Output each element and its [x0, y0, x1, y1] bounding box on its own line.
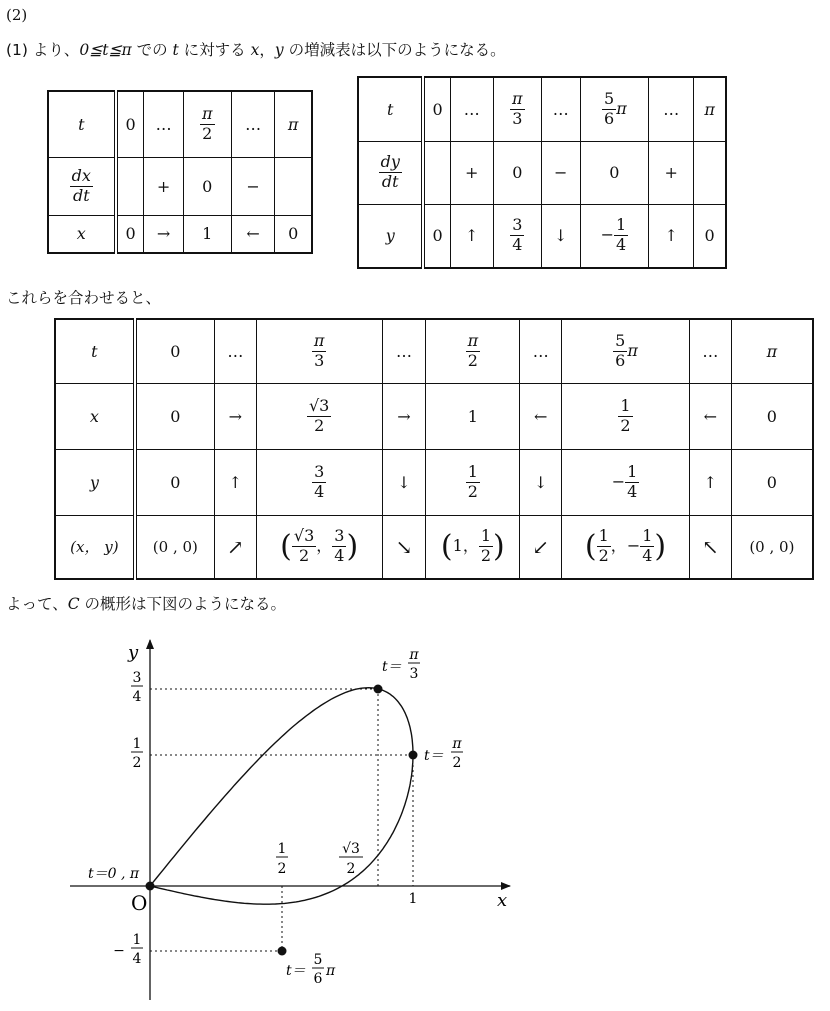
table-row: [55, 449, 813, 515]
table-cell: ↑: [689, 449, 731, 515]
table-cell: (0 , 0): [135, 515, 215, 579]
frac-den: 4: [334, 546, 345, 566]
table-cell: 0: [731, 449, 813, 515]
table-cell: [256, 383, 382, 449]
table-row: [48, 91, 312, 157]
point-label: t＝: [424, 748, 444, 764]
table-cell: −: [231, 157, 275, 215]
table-cell: …: [520, 319, 562, 383]
frac-den: 2: [314, 415, 325, 435]
table-x-variation: [47, 90, 313, 254]
point-t-pi-3: [374, 685, 383, 694]
table-cell: …: [541, 77, 580, 141]
frac-num: 3: [512, 215, 523, 235]
table-row: [48, 157, 312, 215]
frac-den: 4: [314, 481, 325, 501]
table-header-point: (x， y): [55, 515, 135, 579]
frac-num: 1: [598, 526, 609, 546]
point-label: 3: [409, 666, 419, 682]
table-cell: [426, 449, 520, 515]
tick-label: 4: [132, 951, 142, 967]
comma: ，: [610, 536, 627, 556]
tick-label: √3: [342, 841, 360, 857]
table-row: [55, 319, 813, 383]
arrow-northwest-icon: ↖: [689, 515, 731, 579]
point-label: t＝: [286, 963, 306, 979]
table-cell: →: [382, 383, 426, 449]
guide-lines: [150, 689, 413, 951]
intro-y: y: [274, 41, 284, 59]
point-label: t＝: [382, 659, 402, 675]
frac-num: dx: [71, 165, 91, 185]
table-cell: [426, 515, 520, 579]
table-header-x: x: [55, 383, 135, 449]
frac-num: 1: [627, 461, 638, 481]
table-cell: →: [214, 383, 256, 449]
frac-num: 1: [642, 526, 653, 546]
table-cell: 1: [183, 215, 231, 253]
table-cell: ←: [231, 215, 275, 253]
frac-den: dt: [381, 172, 399, 191]
table-header-t: t: [55, 319, 135, 383]
table-row: [55, 383, 813, 449]
y-tick-labels: [113, 670, 143, 967]
table-cell: [256, 319, 382, 383]
frac-suffix: π: [616, 98, 627, 118]
table-cell: …: [382, 319, 426, 383]
table-cell: [116, 157, 144, 215]
table-cell: →: [144, 215, 183, 253]
point-t-pi-2: [409, 751, 418, 760]
origin-label: O: [131, 891, 148, 915]
intro-mid1: での: [131, 41, 173, 59]
table-cell: π: [731, 319, 813, 383]
comma: ，: [316, 536, 333, 556]
point-label: π: [409, 647, 419, 663]
tick-label: 1: [132, 736, 142, 752]
table-cell: ↓: [520, 449, 562, 515]
tick-label: 2: [277, 861, 287, 877]
table-cell: [275, 157, 312, 215]
frac-den: 2: [467, 350, 478, 370]
frac-den: 2: [202, 123, 213, 143]
table-cell: [493, 77, 541, 141]
tick-label: 1: [408, 891, 418, 907]
intro-mid2: に対する: [178, 41, 251, 59]
frac-num: π: [512, 88, 523, 108]
table-header-y: y: [55, 449, 135, 515]
frac-num: π: [201, 103, 213, 123]
point-label: t＝0 , π: [88, 866, 140, 882]
tick-label: 1: [132, 932, 142, 948]
table-y-variation: [357, 76, 727, 269]
table-row: [358, 204, 726, 268]
table-cell: 0: [183, 157, 231, 215]
frac-sign: −: [626, 536, 641, 556]
frac-num: 5: [604, 88, 615, 108]
point-label: 2: [452, 755, 462, 771]
intro-suffix: の増減表は以下のようになる。: [283, 41, 506, 59]
frac-den: 3: [512, 108, 523, 128]
tick-label: 2: [132, 755, 142, 771]
intro-range: 0≦t≦π: [79, 41, 132, 59]
point-label: 5: [313, 952, 323, 968]
table-cell: [493, 204, 541, 268]
table-cell: [183, 91, 231, 157]
table-cell: 0: [135, 319, 215, 383]
table-cell: 1: [426, 383, 520, 449]
table-cell: ←: [520, 383, 562, 449]
point-label: 6: [313, 971, 323, 987]
point-label: π: [452, 736, 462, 752]
table-cell: ↓: [541, 204, 580, 268]
frac-den: 2: [480, 546, 492, 566]
tick-label: 4: [132, 689, 142, 705]
table-cell: [562, 515, 690, 579]
table-cell: [426, 319, 520, 383]
table-x-header-deriv: [48, 157, 116, 215]
table-cell: ↓: [382, 449, 426, 515]
table-cell: [423, 141, 450, 204]
frac-den: 2: [598, 546, 609, 566]
point-origin: [146, 882, 155, 891]
tick-label: −: [113, 943, 125, 959]
frac-num: √3: [308, 395, 330, 415]
table-cell: 0: [116, 215, 144, 253]
table-cell: ↑: [649, 204, 694, 268]
table-cell: 0: [423, 77, 450, 141]
table-cell: ←: [689, 383, 731, 449]
table-y-header-y: y: [358, 204, 423, 268]
point-label: π: [326, 963, 336, 979]
table-cell: 0: [135, 449, 215, 515]
frac-den: 2: [467, 481, 478, 501]
table-cell: 0: [423, 204, 450, 268]
curve-graph: [0, 630, 540, 1011]
table-cell: ↑: [450, 204, 493, 268]
table-x-header-x: x: [48, 215, 116, 253]
table-cell: +: [649, 141, 694, 204]
conclusion-prefix: よって、: [6, 595, 68, 613]
table-cell: …: [214, 319, 256, 383]
paren-open: (: [440, 529, 453, 565]
tick-label: 2: [346, 861, 356, 877]
frac-sign: −: [600, 225, 614, 245]
frac-den: dt: [72, 185, 90, 205]
x-axis-label: x: [497, 890, 508, 911]
table-cell: 0: [135, 383, 215, 449]
paren-open: (: [584, 529, 597, 565]
table-cell: …: [649, 77, 694, 141]
table-cell: +: [450, 141, 493, 204]
table-x-header-t: t: [48, 91, 116, 157]
paren-close: ): [654, 529, 667, 565]
arrow-southwest-icon: ↙: [520, 515, 562, 579]
table-cell: [256, 449, 382, 515]
frac-num: π: [313, 330, 325, 350]
table-cell: [580, 77, 649, 141]
arrow-southeast-icon: ↘: [382, 515, 426, 579]
table-cell: π: [694, 77, 726, 141]
frac-suffix: π: [627, 340, 638, 360]
table-cell: …: [144, 91, 183, 157]
table-row: [358, 141, 726, 204]
arrow-northeast-icon: ↗: [214, 515, 256, 579]
point-labels: [88, 647, 463, 987]
table-combined-variation: [54, 318, 814, 580]
tick-label: 1: [277, 841, 287, 857]
intro-text: [6, 38, 506, 60]
table-cell: …: [231, 91, 275, 157]
frac-num: 3: [334, 526, 345, 546]
table-cell: −: [541, 141, 580, 204]
frac-num: 1: [620, 395, 631, 415]
table-cell: [580, 204, 649, 268]
table-cell: +: [144, 157, 183, 215]
frac-num: dy: [380, 152, 400, 172]
frac-num: √3: [293, 526, 315, 546]
paren-open: (: [280, 529, 292, 565]
combine-text: これらを合わせると、: [6, 289, 162, 307]
conclusion-c: C: [67, 595, 80, 613]
frac-num: 3: [314, 461, 325, 481]
frac-den: 4: [642, 546, 653, 566]
paren-close: ): [346, 529, 359, 565]
table-row: [48, 215, 312, 253]
conclusion-text: [6, 592, 286, 614]
table-row: [55, 515, 813, 579]
frac-sign: −: [611, 471, 626, 491]
intro-prefix: (1) より、: [6, 41, 80, 59]
intro-sep: ，: [259, 41, 275, 59]
table-cell: π: [275, 91, 312, 157]
frac-den: 4: [512, 235, 523, 255]
table-y-header-t: t: [358, 77, 423, 141]
table-cell: [562, 383, 690, 449]
conclusion-suffix: の概形は下図のようになる。: [79, 595, 287, 613]
table-cell: [562, 449, 690, 515]
table-cell: [694, 141, 726, 204]
comma: ，: [462, 536, 479, 556]
part-label: (2): [6, 6, 28, 24]
table-cell: ↑: [214, 449, 256, 515]
frac-den: 2: [620, 415, 631, 435]
frac-num: 1: [615, 215, 627, 235]
table-cell: 0: [694, 204, 726, 268]
frac-den: 3: [314, 350, 325, 370]
frac-den: 4: [627, 481, 638, 501]
frac-num: 1: [480, 526, 492, 546]
table-cell: …: [689, 319, 731, 383]
point-t-5pi-6: [278, 947, 287, 956]
intro-t: t: [172, 41, 179, 59]
tick-label: 3: [132, 670, 142, 686]
table-cell: [562, 319, 690, 383]
table-cell: 0: [493, 141, 541, 204]
frac-num: 5: [615, 330, 626, 350]
paren-close: ): [493, 529, 505, 565]
table-cell: 0: [116, 91, 144, 157]
point-x: 1: [452, 536, 463, 556]
y-axis-label: y: [128, 642, 139, 663]
table-cell: 0: [731, 383, 813, 449]
table-cell: [256, 515, 382, 579]
table-cell: 0: [275, 215, 312, 253]
frac-num: π: [467, 330, 479, 350]
table-cell: 0: [580, 141, 649, 204]
table-cell: (0 , 0): [731, 515, 813, 579]
frac-den: 6: [615, 350, 626, 370]
intro-x: x: [250, 41, 260, 59]
table-cell: …: [450, 77, 493, 141]
frac-num: 1: [467, 461, 478, 481]
frac-den: 2: [298, 546, 310, 566]
frac-den: 6: [604, 108, 615, 128]
table-y-header-deriv: [358, 141, 423, 204]
table-row: [358, 77, 726, 141]
frac-den: 4: [615, 235, 627, 255]
x-tick-labels: [276, 841, 417, 907]
